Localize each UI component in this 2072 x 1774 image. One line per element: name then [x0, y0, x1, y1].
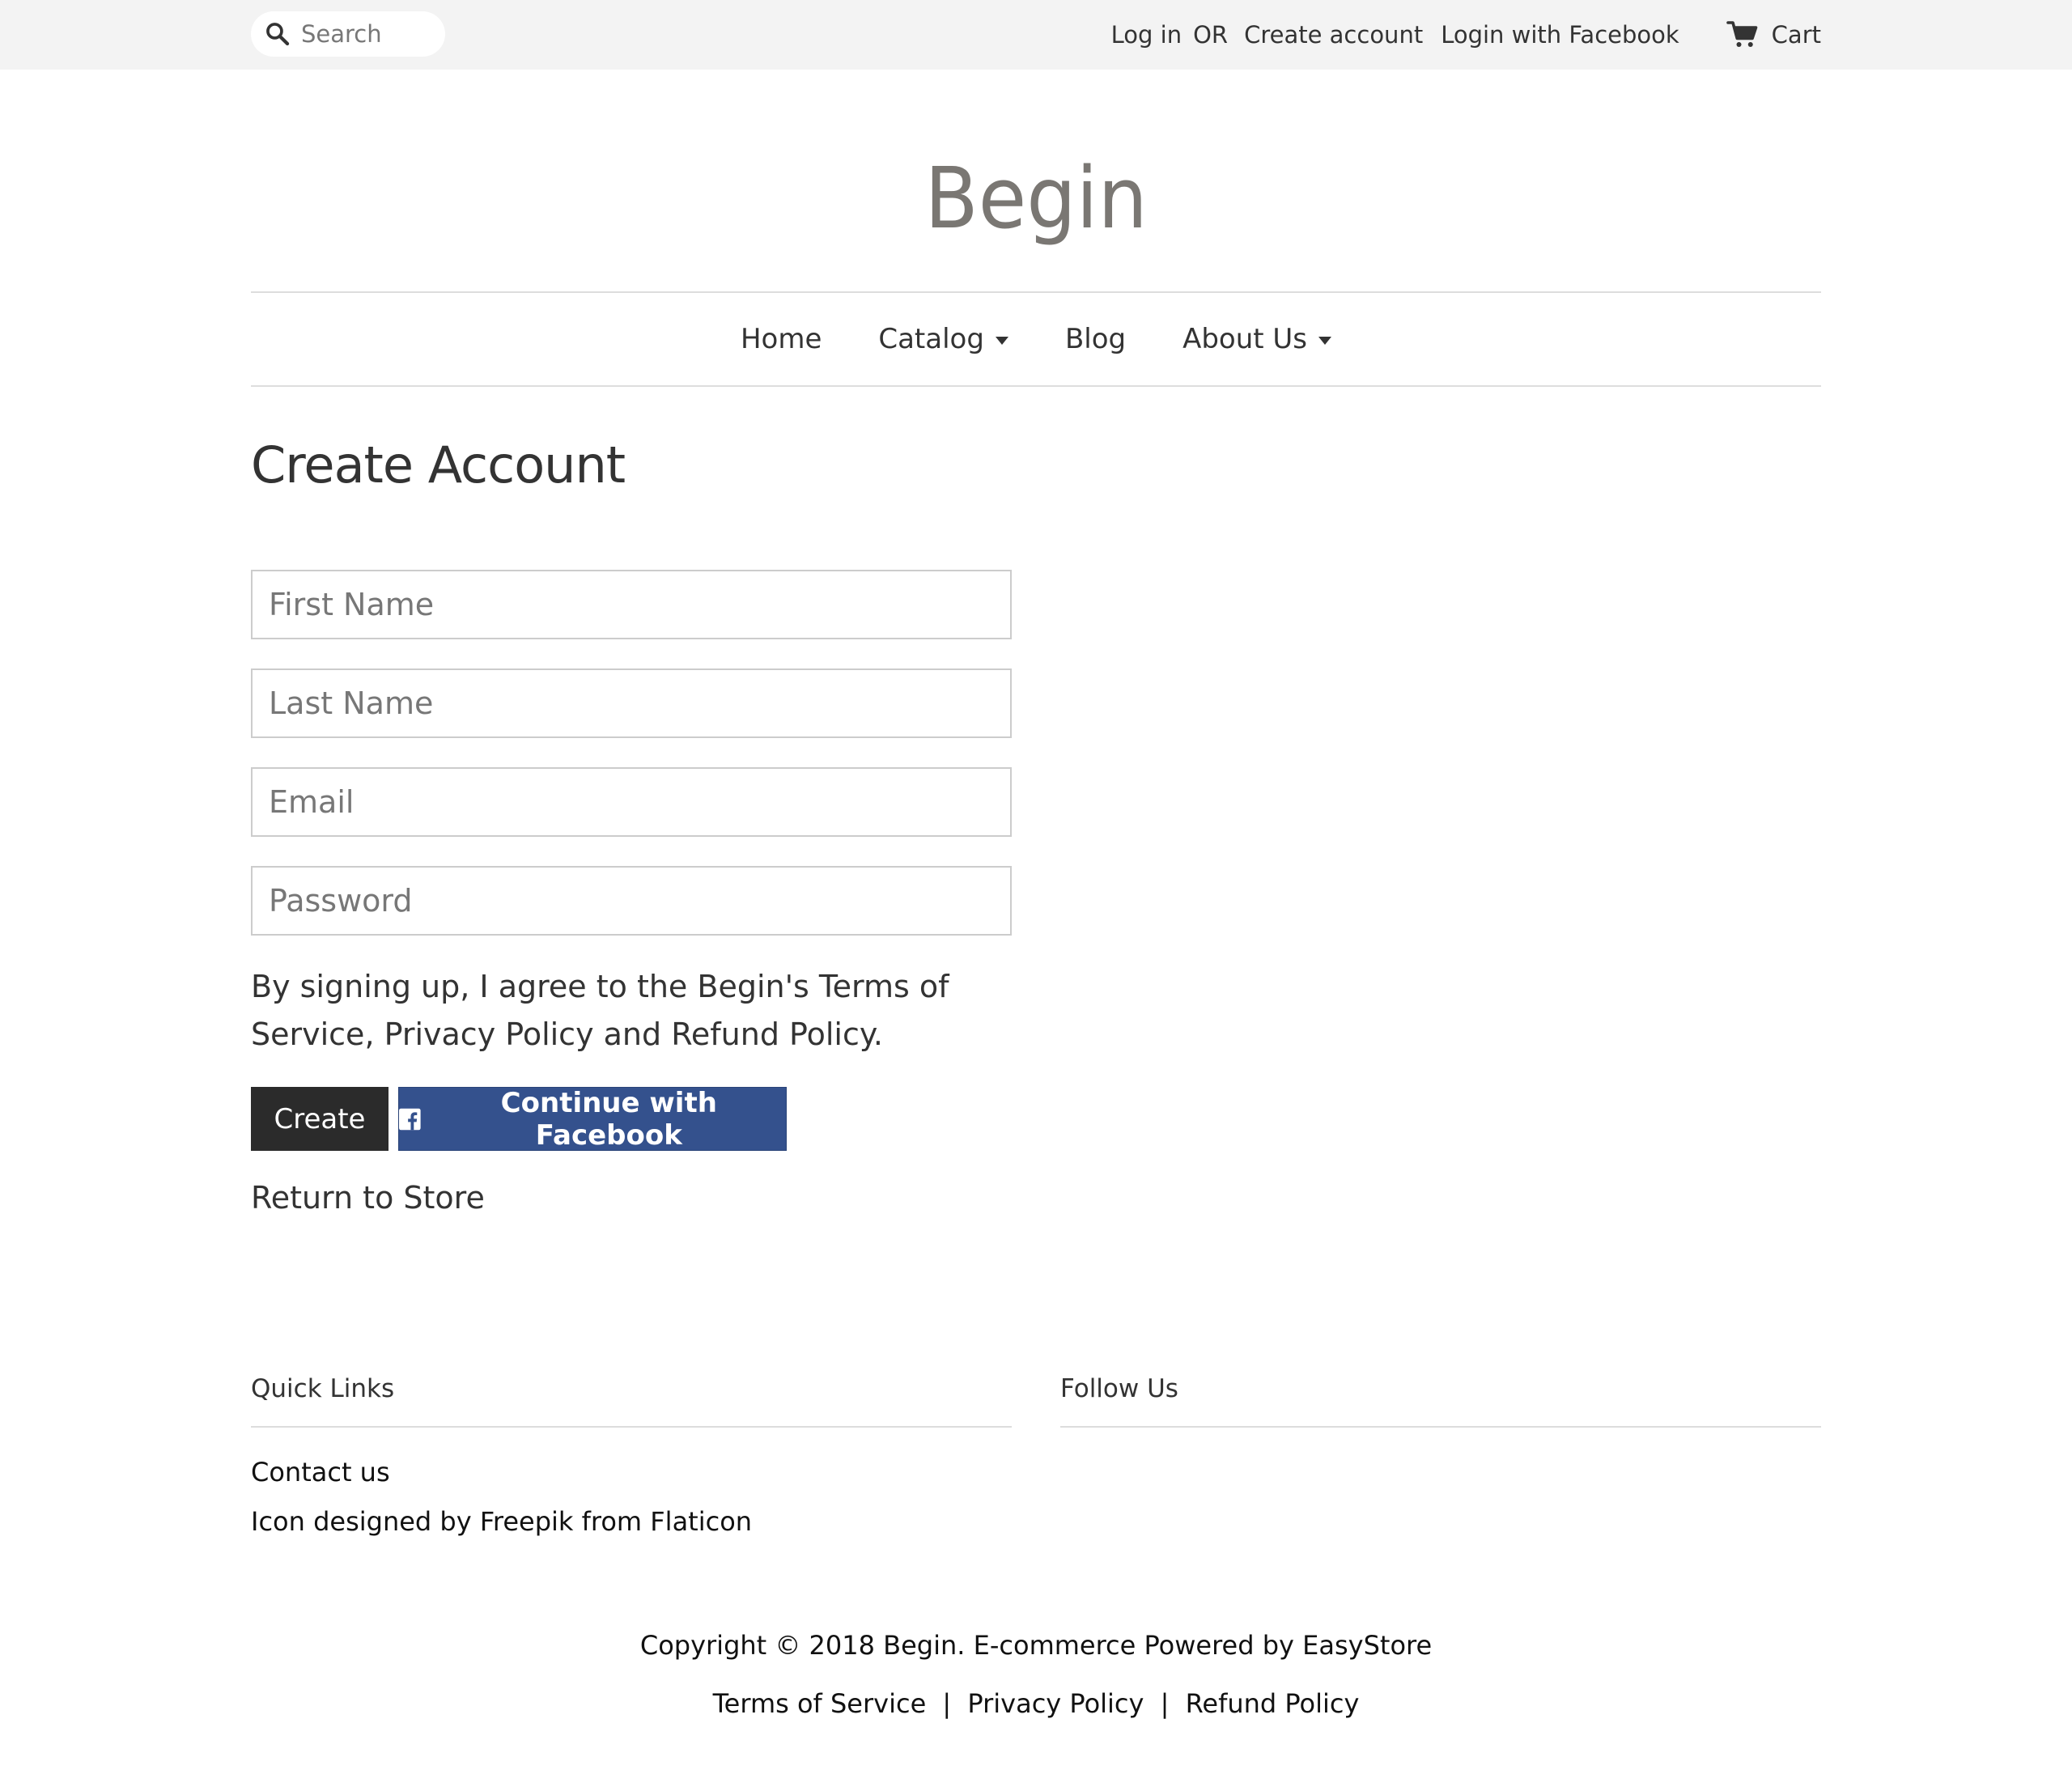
search-box[interactable]: [251, 11, 445, 57]
email-field[interactable]: [251, 767, 1012, 837]
nav-about[interactable]: [1182, 323, 1331, 355]
quick-links-heading: Quick Links: [251, 1374, 395, 1403]
copyright-text: Copyright © 2018 Begin. E-commerce Powered by EasyStore: [639, 1630, 1433, 1661]
cart-label: Cart: [1771, 21, 1821, 49]
create-account-link[interactable]: Create account: [1244, 21, 1424, 49]
nav-blog-label: Blog: [1064, 323, 1127, 355]
follow-us-divider: [1060, 1426, 1821, 1428]
nav-blog[interactable]: [1065, 323, 1126, 355]
continue-facebook-label: Continue with Facebook: [500, 1086, 717, 1152]
privacy-policy-link[interactable]: Privacy Policy: [967, 1688, 1144, 1719]
follow-us-heading: Follow Us: [1060, 1374, 1178, 1403]
icon-credit-link[interactable]: Icon designed by Freepik from Flaticon: [251, 1506, 753, 1537]
terms-of-service-link[interactable]: Terms of Service: [712, 1688, 927, 1719]
store-logo[interactable]: [0, 142, 2072, 255]
search-icon: [264, 20, 291, 48]
return-to-store-link[interactable]: Return to Store: [251, 1180, 485, 1216]
login-facebook-link[interactable]: Login with Facebook: [1441, 21, 1679, 49]
agreement-text: By signing up, I agree to the Begin's Terms of Service, Privacy Policy and Refund Policy.: [251, 969, 949, 1052]
login-link[interactable]: Log in: [1110, 21, 1182, 49]
nav-about-label: About Us: [1182, 323, 1308, 355]
caret-down-icon: [1318, 337, 1331, 345]
page-title: Create Account: [251, 435, 626, 494]
search-input[interactable]: [301, 20, 422, 48]
refund-policy-link[interactable]: Refund Policy: [1185, 1688, 1360, 1719]
nav-home-label: Home: [740, 323, 822, 355]
or-separator: OR: [1193, 21, 1229, 49]
last-name-field[interactable]: [251, 668, 1012, 738]
contact-us-link[interactable]: Contact us: [251, 1457, 390, 1488]
nav-catalog-label: Catalog: [878, 323, 984, 355]
cart-link[interactable]: [1726, 20, 1821, 49]
continue-facebook-button[interactable]: [398, 1087, 787, 1151]
first-name-field[interactable]: [251, 570, 1012, 639]
top-bar: [0, 0, 2072, 70]
password-field[interactable]: [251, 866, 1012, 936]
quick-links-divider: [251, 1426, 1012, 1428]
create-button[interactable]: Create: [251, 1087, 388, 1151]
nav-bottom-divider: [251, 385, 1821, 387]
account-links: [1111, 0, 1821, 70]
policy-separator: |: [942, 1688, 952, 1719]
cart-icon: [1726, 20, 1759, 49]
nav-home[interactable]: [741, 323, 822, 355]
caret-down-icon: [996, 337, 1008, 345]
policy-links: [0, 1682, 2072, 1725]
main-nav: [0, 293, 2072, 385]
nav-catalog[interactable]: [878, 323, 1008, 355]
facebook-icon: [399, 1108, 421, 1131]
policy-separator: |: [1160, 1688, 1170, 1719]
store-logo-text: Begin: [924, 149, 1148, 248]
